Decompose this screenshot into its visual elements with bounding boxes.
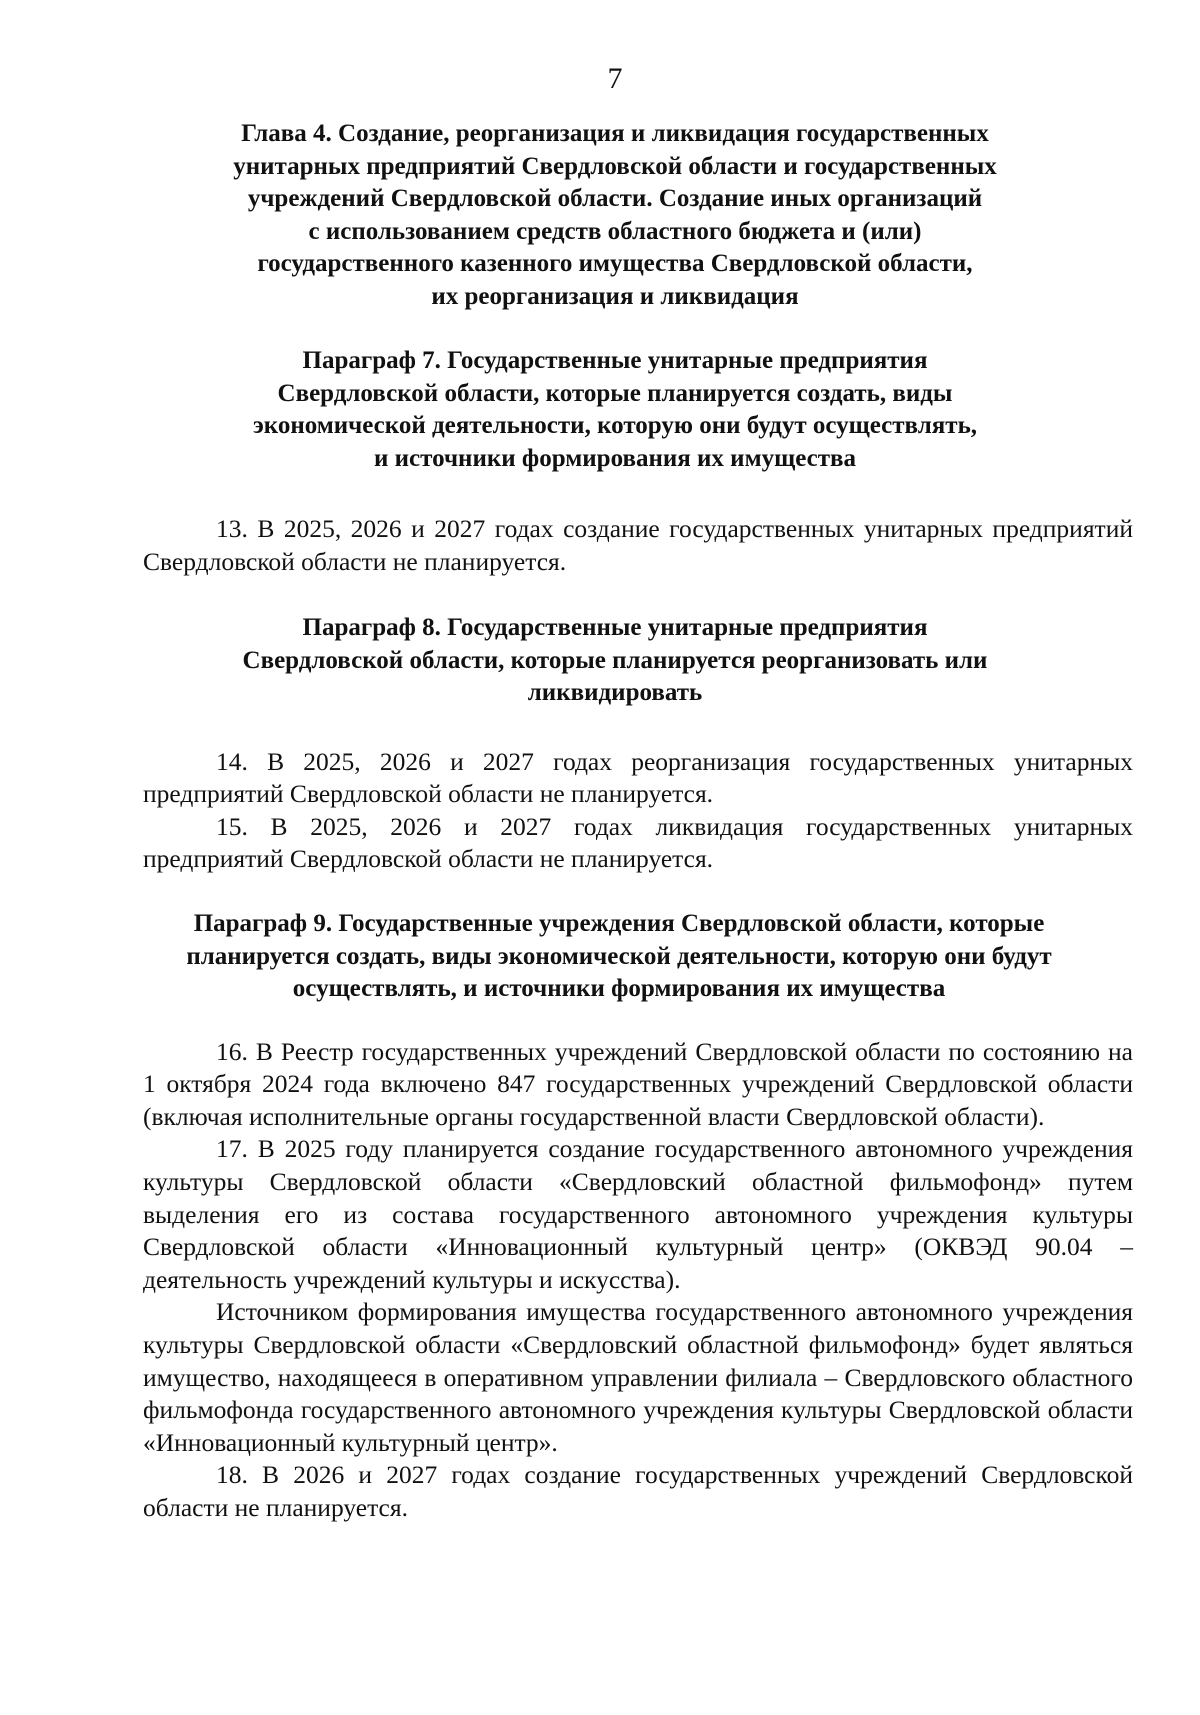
- paragraph-9-body: [143, 1036, 1133, 1525]
- page-number: 7: [607, 62, 623, 95]
- chapter-title-line: их реорганизация и ликвидация: [431, 282, 799, 310]
- chapter-title-line: учреждений Свердловской области. Создание иных организаций: [247, 185, 983, 212]
- paragraph-title-line: осуществлять, и источники формирования их имущества: [292, 975, 946, 1003]
- item-15: 15. В 2025, 2026 и 2027 годах ликвидация государственных унитарных предприятий Свердловской области не планируется.: [143, 811, 1133, 874]
- chapter-title-line: с использованием средств областного бюджета и (или): [308, 217, 922, 245]
- paragraph-title-line: ликвидировать: [527, 679, 703, 707]
- paragraph-title-line: Параграф 9. Государственные учреждения Свердловской области, которые: [193, 910, 1045, 938]
- item-17-sources: Источником формирования имущества государственного автономного учреждения культуры Свердловской области «Свердловский областной фильмофонд» будет являться имущество, находящееся в оперативном управлении филиала – Свердловского областного фильмофонда государственного автономного учреждения культуры Свердловской области «Инновационный культурный центр».: [143, 1297, 1133, 1457]
- chapter-title: [155, 118, 1045, 313]
- paragraph-title-line: Параграф 8. Государственные унитарные предприятия: [302, 614, 928, 642]
- paragraph-title-line: экономической деятельности, которую они будут осуществлять,: [252, 412, 978, 439]
- paragraph-7-title: [155, 345, 1045, 475]
- paragraph-title-line: планируется создать, виды экономической деятельности, которую они будут: [186, 942, 1052, 970]
- item-18: 18. В 2026 и 2027 годах создание государственных учреждений Свердловской области не планируется.: [143, 1460, 1133, 1522]
- item-17: 17. В 2025 году планируется создание государственного автономного учреждения культуры Свердловской области «Свердловский областной фильмофонд» путем выделения его из состава государственного автономного учреждения культуры Свердловской области «Инновационный культурный центр» (ОКВЭД 90.04 – деятельность учреждений культуры и искусства).: [143, 1134, 1133, 1294]
- item-16: 16. В Реестр государственных учреждений Свердловской области по состоянию на 1 октября 2024 года включено 847 государственных учреждений Свердловской области (включая исполнительные органы государственной власти Свердловской области).: [143, 1036, 1133, 1131]
- paragraph-8-title: [155, 612, 1045, 710]
- chapter-title-line: унитарных предприятий Свердловской области и государственных: [233, 152, 997, 180]
- paragraph-title-line: Свердловской области, которые планируется реорганизовать или: [242, 646, 988, 674]
- chapter-title-line: государственного казенного имущества Свердловской области,: [257, 250, 973, 277]
- item-13: 13. В 2025, 2026 и 2027 годах создание государственных унитарных предприятий Свердловской области не планируется.: [143, 514, 1133, 576]
- chapter-title-line: Глава 4. Создание, реорганизация и ликвидация государственных: [241, 120, 989, 147]
- paragraph-8-body: [143, 746, 1133, 876]
- paragraph-title-line: Параграф 7. Государственные унитарные предприятия: [302, 347, 928, 374]
- item-14: 14. В 2025, 2026 и 2027 годах реорганизация государственных унитарных предприятий Свердловской области не планируется.: [143, 746, 1133, 809]
- paragraph-7-body: [143, 513, 1133, 578]
- paragraph-title-line: Свердловской области, которые планируется создать, виды: [277, 379, 953, 407]
- paragraph-9-title: [81, 908, 1119, 1006]
- paragraph-title-line: и источники формирования их имущества: [373, 444, 857, 472]
